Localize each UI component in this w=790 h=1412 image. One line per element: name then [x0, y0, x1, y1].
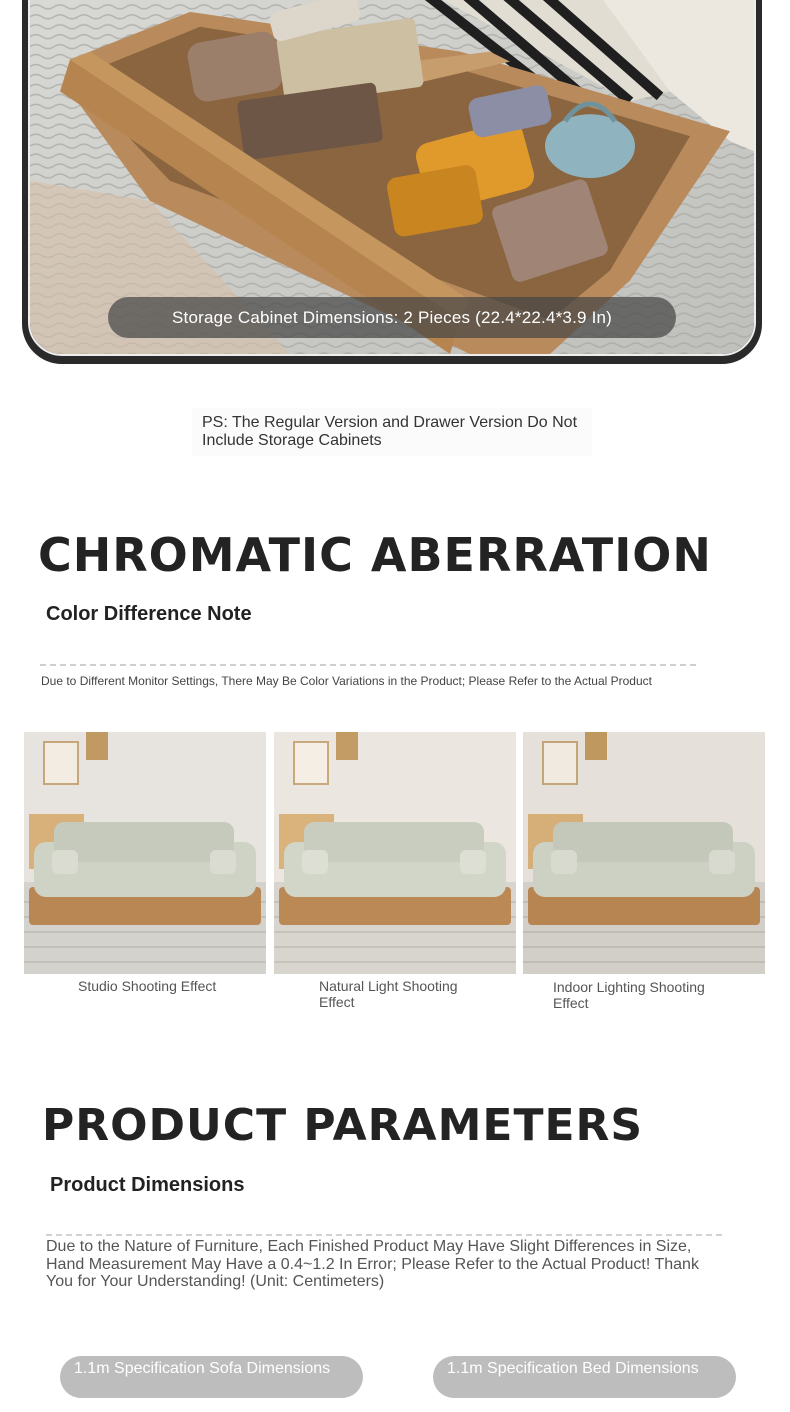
ps-note: PS: The Regular Version and Drawer Version Do Not Include Storage Cabinets [192, 408, 592, 456]
studio-effect-image [24, 732, 266, 974]
divider [46, 1234, 726, 1236]
product-parameters-title: PRODUCT PARAMETERS [42, 1100, 644, 1151]
divider [40, 664, 700, 666]
natural-light-effect-image [274, 732, 516, 974]
indoor-lighting-effect-label: Indoor Lighting Shooting Effect [553, 979, 705, 1011]
natural-light-effect-label: Natural Light Shooting Effect [319, 978, 458, 1010]
color-difference-note: Due to Different Monitor Settings, There May Be Color Variations in the Product; Please Refer to the Actual Product [41, 674, 652, 688]
sofa-dimensions-pill: 1.1m Specification Sofa Dimensions [60, 1356, 363, 1398]
product-dimensions-note: Due to the Nature of Furniture, Each Finished Product May Have Slight Differences in Size, Hand Measurement May Have a 0.4~1.2 In Error; Please Refer to the Actual Product! Thank You for Your Understanding! (Unit: Centimeters) [46, 1238, 699, 1290]
indoor-lighting-effect-image [523, 732, 765, 974]
chromatic-aberration-title: CHROMATIC ABERRATION [38, 528, 712, 582]
studio-effect-label: Studio Shooting Effect [78, 978, 217, 994]
storage-cabinet-caption: Storage Cabinet Dimensions: 2 Pieces (22.4*22.4*3.9 In) [108, 297, 676, 338]
product-dimensions-subtitle: Product Dimensions [50, 1174, 245, 1196]
bed-dimensions-pill: 1.1m Specification Bed Dimensions [433, 1356, 736, 1398]
color-difference-subtitle: Color Difference Note [46, 603, 252, 625]
